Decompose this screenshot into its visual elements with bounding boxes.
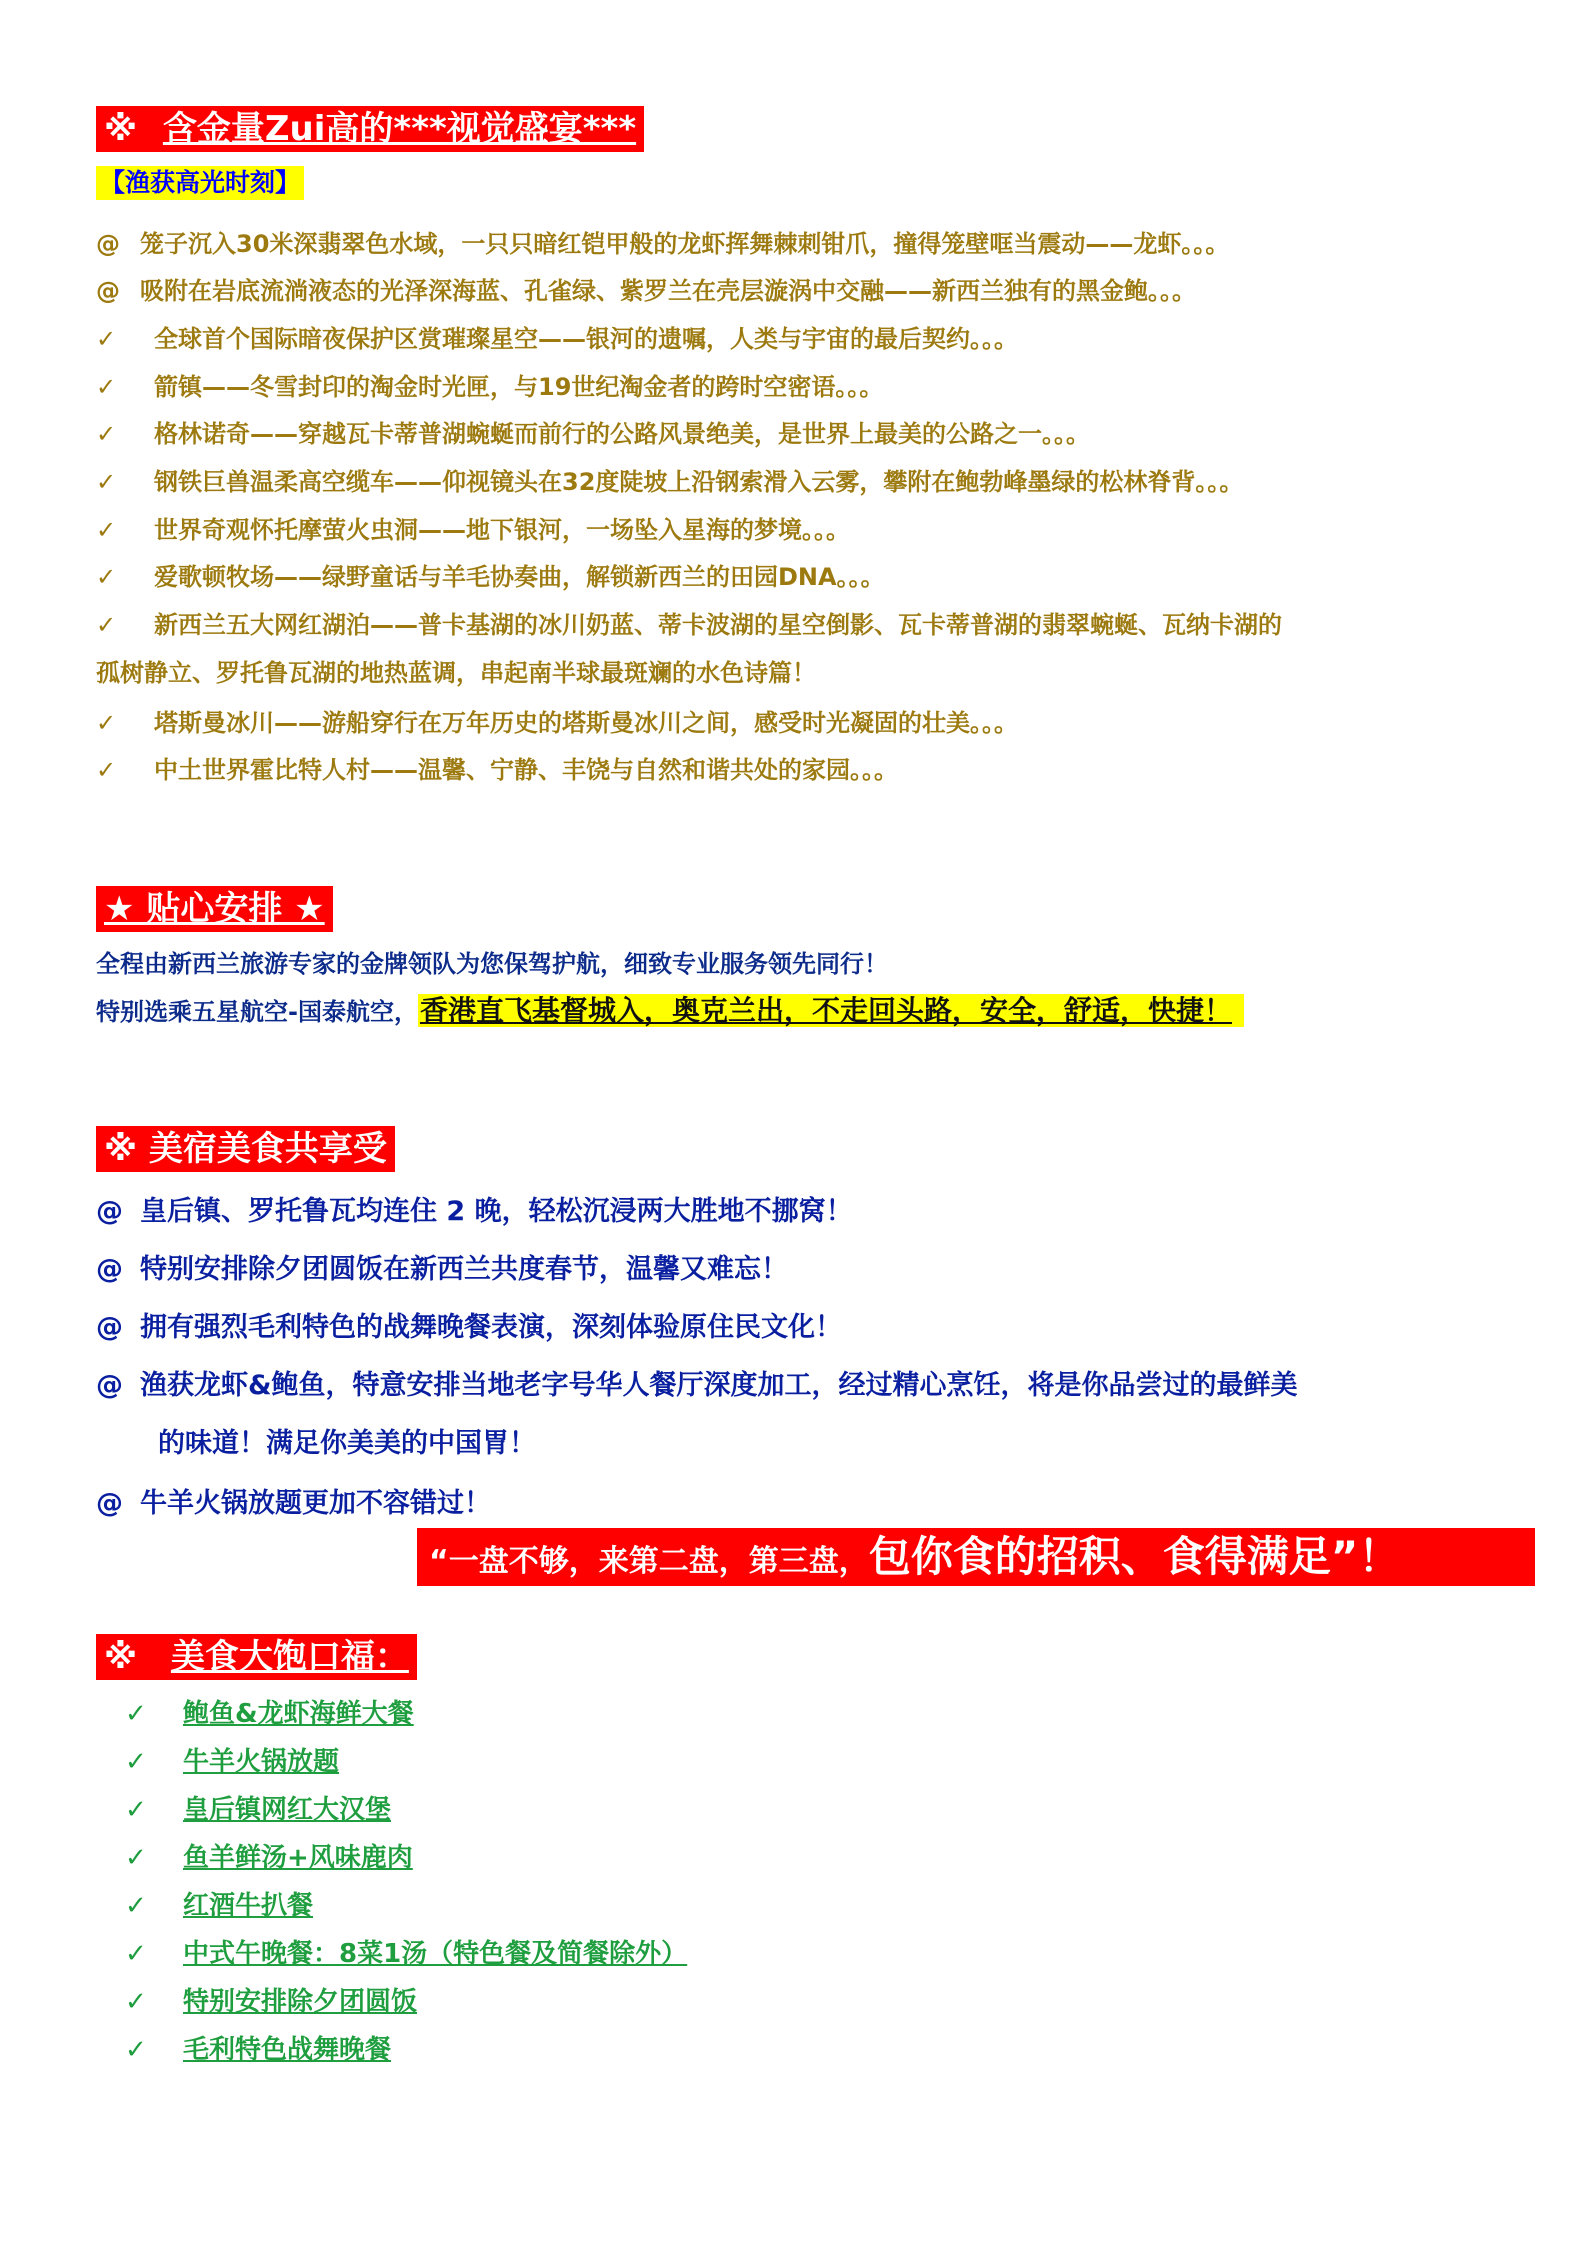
list-item: ✓ 特别安排除夕团圆饭 (125, 1987, 418, 2017)
list-item: @ 吸附在岩底流淌液态的光泽深海蓝、孔雀绿、紫罗兰在壳层漩涡中交融——新西兰独有的黑金鲍。。。 (96, 277, 1196, 305)
section4-title: 美食大饱口福： (170, 1637, 409, 1677)
check-icon: ✓ (125, 1747, 147, 1777)
check-icon: ✓ (96, 563, 117, 591)
list-item: ✓ 塔斯曼冰川——游船穿行在万年历史的塔斯曼冰川之间，感受时光凝固的壮美。。。 (96, 709, 1018, 737)
list-item: ✓ 中式午晚餐：8菜1汤（特色餐及简餐除外） (125, 1939, 688, 1969)
list-item: ✓ 世界奇观怀托摩萤火虫洞——地下银河，一场坠入星海的梦境。。。 (96, 516, 850, 544)
catch-highlights-tag: 【渔获高光时刻】 (96, 166, 304, 200)
at-bullet-icon: @ (96, 1196, 123, 1227)
list-item: ✓ 毛利特色战舞晚餐 (125, 2035, 392, 2065)
list-item: ✓ 中土世界霍比特人村——温馨、宁静、丰饶与自然和谐共处的家园。。。 (96, 756, 898, 784)
check-icon: ✓ (125, 1699, 147, 1729)
check-icon: ✓ (96, 516, 117, 544)
list-item: ✓ 鱼羊鲜汤+风味鹿肉 (125, 1843, 413, 1873)
list-item: ✓ 红酒牛扒餐 (125, 1891, 314, 1921)
at-bullet-icon: @ (96, 1488, 123, 1519)
section1-header (96, 106, 644, 152)
list-item: ✓ 爱歌顿牧场——绿野童话与羊毛协奏曲，解锁新西兰的田园DNA。。。 (96, 563, 885, 591)
at-bullet-icon: @ (96, 1254, 123, 1285)
list-item-continuation: 的味道！满足你美美的中国胃！ (158, 1428, 536, 1459)
check-icon: ✓ (96, 373, 117, 401)
check-icon: ✓ (96, 709, 117, 737)
slogan-banner (417, 1528, 1535, 1586)
section1-title: 含金量Zui高的***视觉盛宴*** (162, 109, 637, 149)
slogan-big: 包你食的招积、食得满足”！ (868, 1532, 1401, 1581)
flight-line: 特别选乘五星航空-国泰航空，香港直飞基督城入，奥克兰出，不走回头路，安全，舒适，快捷！ (96, 989, 1244, 1029)
list-item: @ 牛羊火锅放题更加不容错过！ (96, 1488, 491, 1519)
check-icon: ✓ (125, 1891, 147, 1921)
list-item: ✓ 格林诺奇——穿越瓦卡蒂普湖蜿蜒而前行的公路风景绝美，是世界上最美的公路之一。。。 (96, 420, 1090, 448)
section3-header: ※ 美宿美食共享受 (96, 1126, 395, 1172)
reference-mark-icon: ※ (104, 109, 138, 149)
list-item: ✓ 新西兰五大网红湖泊——普卡基湖的冰川奶蓝、蒂卡波湖的星空倒影、瓦卡蒂普湖的翡翠蜿蜒、瓦纳卡湖的 (96, 611, 1282, 639)
guide-service-line: 全程由新西兰旅游专家的金牌领队为您保驾护航，细致专业服务领先同行！ (96, 950, 888, 978)
at-bullet-icon: @ (96, 1370, 123, 1401)
list-item: @ 特别安排除夕团圆饭在新西兰共度春节，温馨又难忘！ (96, 1254, 788, 1285)
list-item: @ 笼子沉入30米深翡翠色水域，一只只暗红铠甲般的龙虾挥舞棘刺钳爪，撞得笼壁哐当震动——龙虾。。。 (96, 230, 1230, 258)
list-item: ✓ 钢铁巨兽温柔高空缆车——仰视镜头在32度陡坡上沿钢索滑入云雾，攀附在鲍勃峰墨绿的松林脊背。。。 (96, 468, 1244, 496)
list-item: ✓ 牛羊火锅放题 (125, 1747, 340, 1777)
at-bullet-icon: @ (96, 1312, 123, 1343)
list-item: ✓ 全球首个国际暗夜保护区赏璀璨星空——银河的遗嘱，人类与宇宙的最后契约。。。 (96, 325, 1018, 353)
list-item: @ 拥有强烈毛利特色的战舞晚餐表演，深刻体验原住民文化！ (96, 1312, 842, 1343)
check-icon: ✓ (125, 1939, 147, 1969)
list-item: @ 皇后镇、罗托鲁瓦均连住 2 晚，轻松沉浸两大胜地不挪窝！ (96, 1196, 853, 1227)
list-item: ✓ 皇后镇网红大汉堡 (125, 1795, 392, 1825)
slogan-small: “一盘不够，来第二盘，第三盘， (429, 1544, 869, 1579)
flight-highlight: 香港直飞基督城入，奥克兰出，不走回头路，安全，舒适，快捷！ (418, 994, 1244, 1027)
check-icon: ✓ (125, 1795, 147, 1825)
list-item-continuation: 孤树静立、罗托鲁瓦湖的地热蓝调，串起南半球最斑斓的水色诗篇！ (96, 659, 816, 687)
check-icon: ✓ (125, 1843, 147, 1873)
check-icon: ✓ (125, 1987, 147, 2017)
check-icon: ✓ (96, 611, 117, 639)
check-icon: ✓ (96, 420, 117, 448)
section2-header: ★ 贴心安排 ★ (96, 886, 333, 932)
list-item: ✓ 鲍鱼&龙虾海鲜大餐 (125, 1699, 414, 1729)
check-icon: ✓ (125, 2035, 147, 2065)
list-item: ✓ 箭镇——冬雪封印的淘金时光匣，与19世纪淘金者的跨时空密语。。。 (96, 373, 884, 401)
check-icon: ✓ (96, 756, 117, 784)
reference-mark-icon: ※ (104, 1637, 138, 1677)
section4-header (96, 1634, 417, 1680)
at-bullet-icon: @ (96, 277, 120, 305)
check-icon: ✓ (96, 468, 117, 496)
check-icon: ✓ (96, 325, 117, 353)
list-item: @ 渔获龙虾&鲍鱼，特意安排当地老字号华人餐厅深度加工，经过精心烹饪，将是你品尝过的最鲜美 (96, 1370, 1298, 1401)
at-bullet-icon: @ (96, 230, 120, 258)
